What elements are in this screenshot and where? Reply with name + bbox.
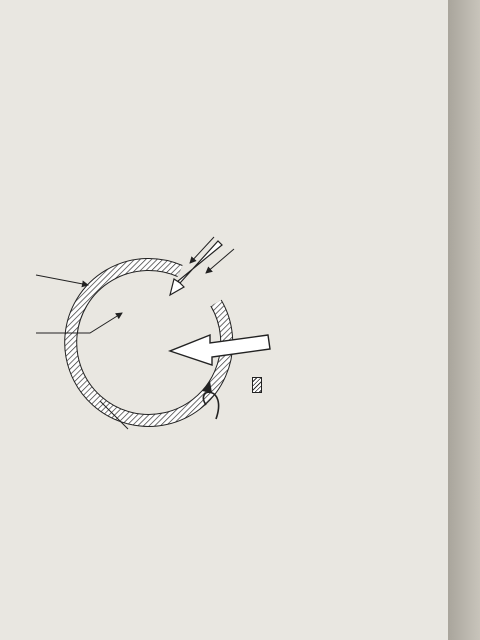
receptor-diagram xyxy=(30,205,420,445)
arrow-a xyxy=(36,275,88,285)
page-edge-shadow xyxy=(448,0,480,640)
hatch-key-swatch xyxy=(252,377,262,393)
